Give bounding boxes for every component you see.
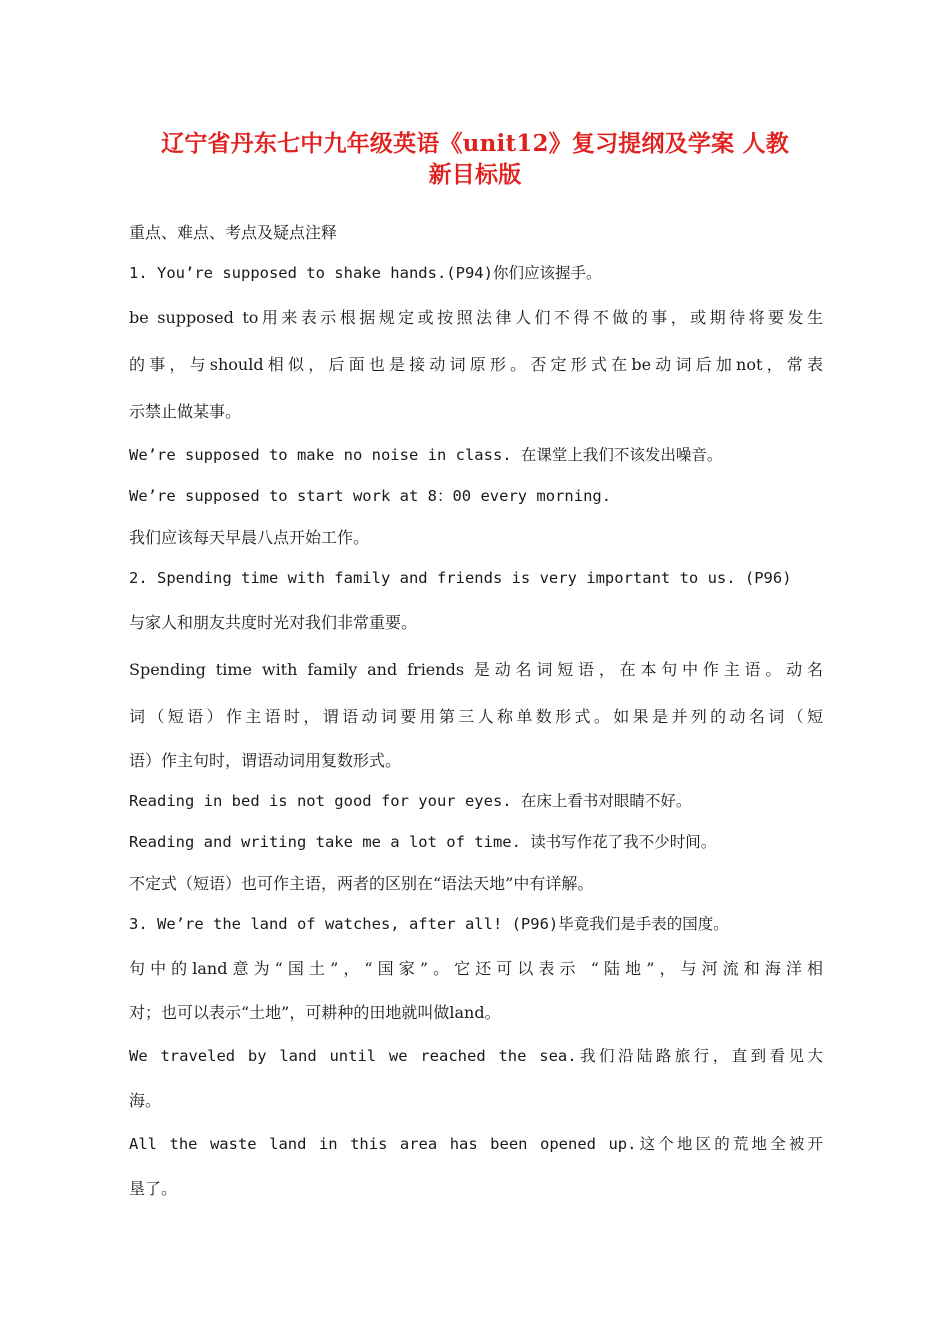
- item-3-example-2-continued: 垦了。: [129, 1179, 178, 1198]
- item-2-sentence-translation: 与家人和朋友共度时光对我们非常重要。: [129, 613, 418, 632]
- item-2-explanation-line-3: 语）作主句时，谓语动词用复数形式。: [129, 751, 402, 770]
- item-1-example-1: We’re supposed to make no noise in class. 在课堂上我们不该发出噪音。: [129, 446, 723, 464]
- item-3-example-2: All the waste land in this area has been opened up.这个地区的荒地全被开: [129, 1135, 823, 1153]
- item-1-example-2: We’re supposed to start work at 8：00 every morning.: [129, 487, 612, 505]
- item-1-example-2-translation: 我们应该每天早晨八点开始工作。: [129, 528, 370, 547]
- item-3-explanation-line-2: 对；也可以表示“土地”，可耕种的田地就叫做land。: [129, 1003, 501, 1022]
- item-2-sentence: 2. Spending time with family and friends is very important to us. (P96): [129, 569, 792, 587]
- item-3-example-1-continued: 海。: [129, 1091, 162, 1110]
- item-3-example-1: We traveled by land until we reached the sea.我们沿陆路旅行，直到看见大: [129, 1047, 823, 1065]
- item-1-explanation-line-1: be supposed to用来表示根据规定或按照法律人们不得不做的事，或期待将要发生: [129, 308, 823, 327]
- document-title: [120, 128, 830, 190]
- item-2-example-2: Reading and writing take me a lot of time. 读书写作花了我不少时间。: [129, 833, 717, 851]
- document-body: [129, 212, 823, 1209]
- item-3-explanation-line-1: 句中的land意为“国土”，“国家”。它还可以表示 “陆地”，与河流和海洋相: [129, 959, 823, 978]
- item-1-sentence: 1. You’re supposed to shake hands.(P94)你们应该握手。: [129, 264, 602, 282]
- item-3-sentence: 3. We’re the land of watches, after all! (P96)毕竟我们是手表的国度。: [129, 915, 729, 933]
- item-1-explanation-line-3: 示禁止做某事。: [129, 402, 242, 421]
- title-line-2: 新目标版: [428, 161, 522, 188]
- item-2-explanation-line-2: 词（短语）作主语时，谓语动词要用第三人称单数形式。如果是并列的动名词（短: [129, 707, 823, 726]
- item-2-note: 不定式（短语）也可作主语，两者的区别在“语法天地”中有详解。: [129, 874, 594, 893]
- item-2-example-1: Reading in bed is not good for your eyes. 在床上看书对眼睛不好。: [129, 792, 692, 810]
- section-heading: 重点、难点、考点及疑点注释: [129, 223, 338, 242]
- item-2-explanation-line-1: Spending time with family and friends 是动名词短语，在本句中作主语。动名: [129, 660, 823, 679]
- item-1-explanation-line-2: 的事，与should相似，后面也是接动词原形。否定形式在be动词后加not，常表: [129, 355, 823, 374]
- title-line-1: 辽宁省丹东七中九年级英语《unit12》复习提纲及学案 人教: [161, 130, 789, 157]
